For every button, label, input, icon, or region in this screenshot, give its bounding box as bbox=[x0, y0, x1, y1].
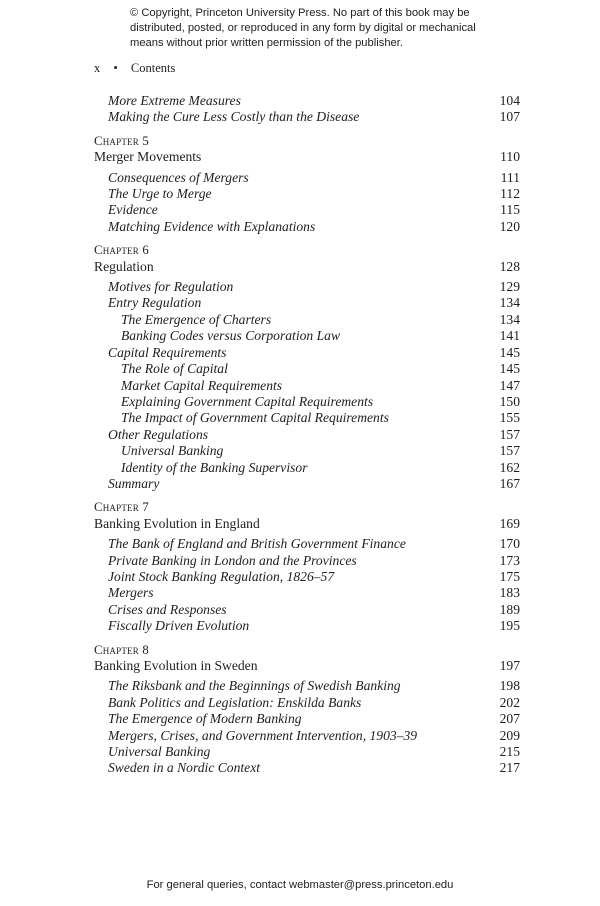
toc-entry-page: 145 bbox=[499, 361, 520, 377]
toc-entry-page: 207 bbox=[499, 711, 520, 727]
toc-entry-page: 104 bbox=[499, 93, 520, 108]
toc-entry-title: Mergers bbox=[108, 585, 154, 601]
running-head bbox=[94, 61, 185, 76]
toc-entry bbox=[94, 744, 520, 760]
toc-entry bbox=[94, 728, 520, 744]
toc-entry-page: 202 bbox=[499, 694, 520, 710]
chapter-label: Chapter 6 bbox=[94, 243, 149, 258]
toc-entry-title: Consequences of Mergers bbox=[108, 169, 249, 185]
toc-entry-page: 175 bbox=[499, 568, 520, 584]
chapter-label: Chapter 5 bbox=[94, 133, 149, 148]
chapter-block bbox=[94, 499, 520, 634]
toc-entry-title: The Role of Capital bbox=[121, 361, 228, 377]
toc-entry-title: Universal Banking bbox=[121, 443, 224, 459]
toc-entry-page: 111 bbox=[500, 169, 520, 185]
toc-entry-page: 215 bbox=[499, 744, 520, 760]
toc-entry-page: 155 bbox=[499, 410, 520, 426]
toc-entry-title: The Emergence of Modern Banking bbox=[108, 711, 302, 727]
toc-entry-title: The Emergence of Charters bbox=[121, 311, 272, 327]
toc-entry bbox=[94, 170, 520, 186]
chapter-block bbox=[94, 242, 520, 492]
toc-entry-page: 129 bbox=[499, 279, 520, 295]
chapter-title: Banking Evolution in Sweden bbox=[94, 658, 258, 673]
toc-entry-title: Identity of the Banking Supervisor bbox=[121, 459, 308, 475]
toc-entry-page: 198 bbox=[499, 678, 520, 694]
toc-entry-title: Evidence bbox=[108, 202, 158, 218]
toc-entry-title: Mergers, Crises, and Government Intervention, 1903–39 bbox=[108, 727, 418, 743]
toc-entry bbox=[94, 410, 520, 426]
chapter-block bbox=[94, 133, 520, 235]
toc-entry-title: Explaining Government Capital Requirements bbox=[121, 393, 374, 409]
toc-entry bbox=[94, 585, 520, 601]
toc-entry bbox=[94, 279, 520, 295]
toc-entry-title: The Impact of Government Capital Requirements bbox=[121, 410, 389, 426]
toc-entry bbox=[94, 328, 520, 344]
toc-entry-page: 183 bbox=[499, 585, 520, 601]
toc-entry-title: Capital Requirements bbox=[108, 344, 227, 360]
copyright-notice: © Copyright, Princeton University Press. No part of this book may be distributed, posted, or reproduced in any form by digital or mechanical means without prior written permission of the publisher. bbox=[130, 7, 476, 49]
toc-entry-page: 167 bbox=[499, 475, 520, 491]
toc-entry bbox=[94, 618, 520, 634]
chapter-title: Merger Movements bbox=[94, 149, 202, 165]
toc-entry-title: Fiscally Driven Evolution bbox=[108, 618, 250, 634]
toc-entry-title: Motives for Regulation bbox=[108, 279, 234, 295]
footer-contact: For general queries, contact webmaster@press.princeton.edu bbox=[146, 879, 454, 891]
toc-entry bbox=[94, 427, 520, 443]
toc-entry-page: 150 bbox=[499, 393, 520, 409]
bullet-separator: • bbox=[113, 61, 118, 75]
chapter-block bbox=[94, 642, 520, 777]
chapter-title: Banking Evolution in England bbox=[94, 515, 260, 531]
chapter-title-row bbox=[94, 259, 520, 275]
toc-entry-page: 157 bbox=[499, 426, 520, 442]
toc-entry-page: 134 bbox=[499, 295, 520, 311]
toc-entry-page: 217 bbox=[499, 760, 520, 776]
toc-entry bbox=[94, 711, 520, 727]
toc-entry-title: Entry Regulation bbox=[108, 295, 202, 311]
toc-entry bbox=[94, 93, 520, 109]
toc-entry-title: The Urge to Merge bbox=[108, 186, 212, 202]
toc-entry-title: Making the Cure Less Costly than the Disease bbox=[108, 109, 360, 125]
toc-entry-page: 170 bbox=[499, 536, 520, 552]
toc-entry bbox=[94, 394, 520, 410]
toc-entry bbox=[94, 186, 520, 202]
toc-entry-title: More Extreme Measures bbox=[108, 93, 241, 108]
toc-entry bbox=[94, 109, 520, 125]
toc-entry bbox=[94, 476, 520, 492]
toc-entry-page: 145 bbox=[499, 344, 520, 360]
toc-entry bbox=[94, 602, 520, 618]
chapter-label: Chapter 8 bbox=[94, 642, 149, 657]
toc-entry bbox=[94, 678, 520, 694]
toc-entry bbox=[94, 361, 520, 377]
toc-entry-page: 141 bbox=[499, 328, 520, 344]
toc-entry-page: 120 bbox=[499, 218, 520, 234]
toc-entry-title: Bank Politics and Legislation: Enskilda Banks bbox=[108, 694, 362, 710]
toc-entry-title: Joint Stock Banking Regulation, 1826–57 bbox=[108, 568, 335, 584]
toc-entry bbox=[94, 443, 520, 459]
chapter-page: 128 bbox=[499, 258, 520, 274]
toc-entry-page: 173 bbox=[499, 552, 520, 568]
toc-entry bbox=[94, 345, 520, 361]
toc-entry-title: Market Capital Requirements bbox=[121, 377, 283, 393]
chapter-title-row bbox=[94, 516, 520, 532]
toc-entry-title: Other Regulations bbox=[108, 426, 209, 442]
toc-entry bbox=[94, 553, 520, 569]
toc-entry-page: 157 bbox=[499, 443, 520, 459]
toc-entry bbox=[94, 460, 520, 476]
toc-entry-page: 195 bbox=[499, 618, 520, 634]
toc-entry bbox=[94, 569, 520, 585]
toc-entry-title: The Bank of England and British Government Finance bbox=[108, 536, 406, 552]
toc-entry-title: Crises and Responses bbox=[108, 601, 227, 617]
toc-entry bbox=[94, 760, 520, 776]
toc-entry-title: Summary bbox=[108, 475, 160, 491]
chapter-page: 110 bbox=[500, 149, 520, 165]
toc-entry bbox=[94, 695, 520, 711]
toc-entry-page: 134 bbox=[499, 311, 520, 327]
toc-entry bbox=[94, 219, 520, 235]
toc-entry bbox=[94, 202, 520, 218]
toc-entry-page: 162 bbox=[499, 459, 520, 475]
chapter-page: 197 bbox=[499, 658, 520, 673]
toc-entry bbox=[94, 378, 520, 394]
toc-entry-title: Sweden in a Nordic Context bbox=[108, 760, 261, 776]
toc-entry-title: Matching Evidence with Explanations bbox=[108, 218, 316, 234]
toc-entry-page: 209 bbox=[499, 727, 520, 743]
chapter-title-row bbox=[94, 658, 520, 674]
toc-entry-title: The Riksbank and the Beginnings of Swedish Banking bbox=[108, 678, 401, 694]
toc-entry-title: Private Banking in London and the Provinces bbox=[108, 552, 357, 568]
toc-entry-page: 115 bbox=[500, 202, 520, 218]
toc-entry bbox=[94, 312, 520, 328]
toc-entry bbox=[94, 536, 520, 552]
chapter-page: 169 bbox=[499, 515, 520, 531]
chapter-title: Regulation bbox=[94, 258, 154, 274]
chapter-title-row bbox=[94, 149, 520, 165]
toc-entry bbox=[94, 295, 520, 311]
chapter-label: Chapter 7 bbox=[94, 500, 149, 515]
toc-entry-page: 147 bbox=[499, 377, 520, 393]
toc-entry-page: 107 bbox=[499, 109, 520, 125]
toc-entry-title: Universal Banking bbox=[108, 744, 211, 760]
toc-entry-page: 112 bbox=[500, 186, 520, 202]
toc-entry-title: Banking Codes versus Corporation Law bbox=[121, 328, 341, 344]
toc-entry-page: 189 bbox=[499, 601, 520, 617]
page-number: x bbox=[94, 61, 101, 75]
table-of-contents bbox=[94, 93, 520, 777]
section-title: Contents bbox=[130, 61, 176, 75]
